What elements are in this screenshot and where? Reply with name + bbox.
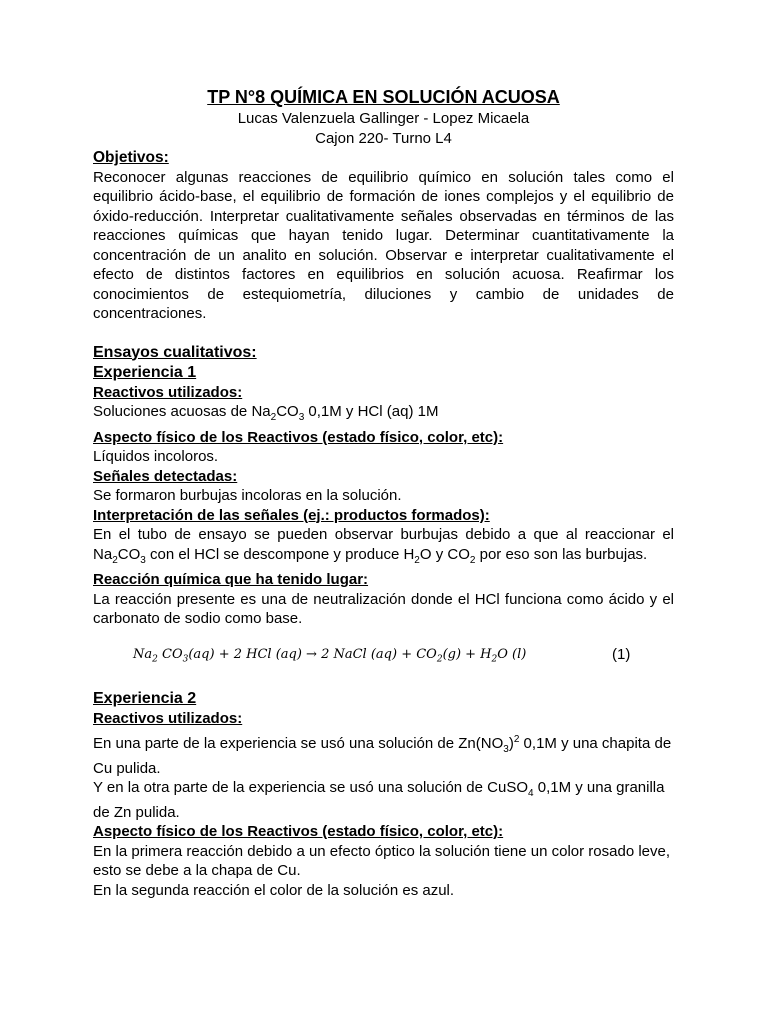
exp2-reactivos-text-1: En una parte de la experiencia se usó una solución de $Zn(NO_3)^2$ 0,1M y una chapita de Cu pulida.	[93, 734, 672, 777]
document-title: TP N°8 QUÍMICA EN SOLUCIÓN ACUOSA	[207, 87, 560, 107]
exp1-interpretacion-text: En el tubo de ensayo se pueden observar burbujas debido a que al reaccionar el $Na_2CO_3$ con el HCl se descompone y produce $H_2O$ y $CO_2$ por eso son las burbujas.	[93, 526, 674, 566]
exp1-reaccion-heading: Reacción química que ha tenido lugar:	[93, 571, 369, 588]
exp2-aspecto-text-1: En la primera reacción debido a un efecto óptico la solución tiene un color rosado leve, esto se debe a la chapa de Cu.	[93, 842, 671, 879]
equation-number: (1)	[612, 645, 631, 663]
ensayos-heading: Ensayos cualitativos:	[93, 343, 257, 361]
exp2-aspecto-text-2: En la segunda reacción el color de la solución es azul.	[93, 881, 455, 899]
exp2-aspecto-heading: Aspecto físico de los Reactivos (estado físico, color, etc):	[93, 823, 504, 840]
exp1-senales-text: Se formaron burbujas incoloras en la solución.	[93, 487, 402, 504]
exp1-heading: Experiencia 1	[93, 363, 197, 381]
chemical-equation	[93, 637, 674, 677]
exp1-aspecto-heading: Aspecto físico de los Reactivos (estado físico, color, etc):	[93, 428, 504, 446]
objetivos-heading: Objetivos:	[93, 149, 169, 166]
exp1-aspecto-text: Líquidos incoloros.	[93, 448, 219, 465]
cajon-turno: Cajon 220- Turno L4	[315, 129, 452, 147]
exp2-reactivos-text-2: Y en la otra parte de la experiencia se usó una solución de CuSO$_4$ 0,1M y una granilla de Zn pulida.	[93, 779, 665, 821]
objetivos-text: Reconocer algunas reacciones de equilibrio químico en solución tales como el equilibrio ácido-base, el equilibrio de formación de iones complejos y el equilibrio de óxido-reducción. Interpretar cualitativamente señales observadas en términos de las reacciones químicas que hayan tenido lugar. Determinar cuantitativamente la concentración de un analito en solución. Observar e interpretar cualitativamente el efecto de distintos factores en equilibrios en solución acuosa. Reafirmar los conocimientos de estequiometría, diluciones y cambio de unidades de concentraciones.	[93, 168, 674, 322]
exp2-reactivos-heading: Reactivos utilizados:	[93, 709, 243, 727]
exp1-reactivos-text: Soluciones acuosas de $Na_2CO_3$ 0,1M y HCl (aq) 1M	[93, 403, 439, 423]
exp1-interpretacion-heading: Interpretación de las señales (ej.: productos formados):	[93, 506, 490, 524]
document-page	[93, 86, 674, 900]
exp1-reaccion-text: La reacción presente es una de neutralización donde el HCl funciona como ácido y el carbonato de sodio como base.	[93, 590, 674, 627]
exp1-senales-heading: Señales detectadas:	[93, 467, 238, 485]
exp2-heading: Experiencia 2	[93, 689, 197, 707]
exp1-reactivos-heading: Reactivos utilizados:	[93, 383, 243, 401]
authors: Lucas Valenzuela Gallinger - Lopez Micaela	[237, 110, 530, 127]
equation-1: $Na_2$ $CO_3(aq) + 2$ HCl (aq) → 2 NaCl $(aq) + CO_2(g) + H_2O$ (l)	[133, 646, 527, 665]
